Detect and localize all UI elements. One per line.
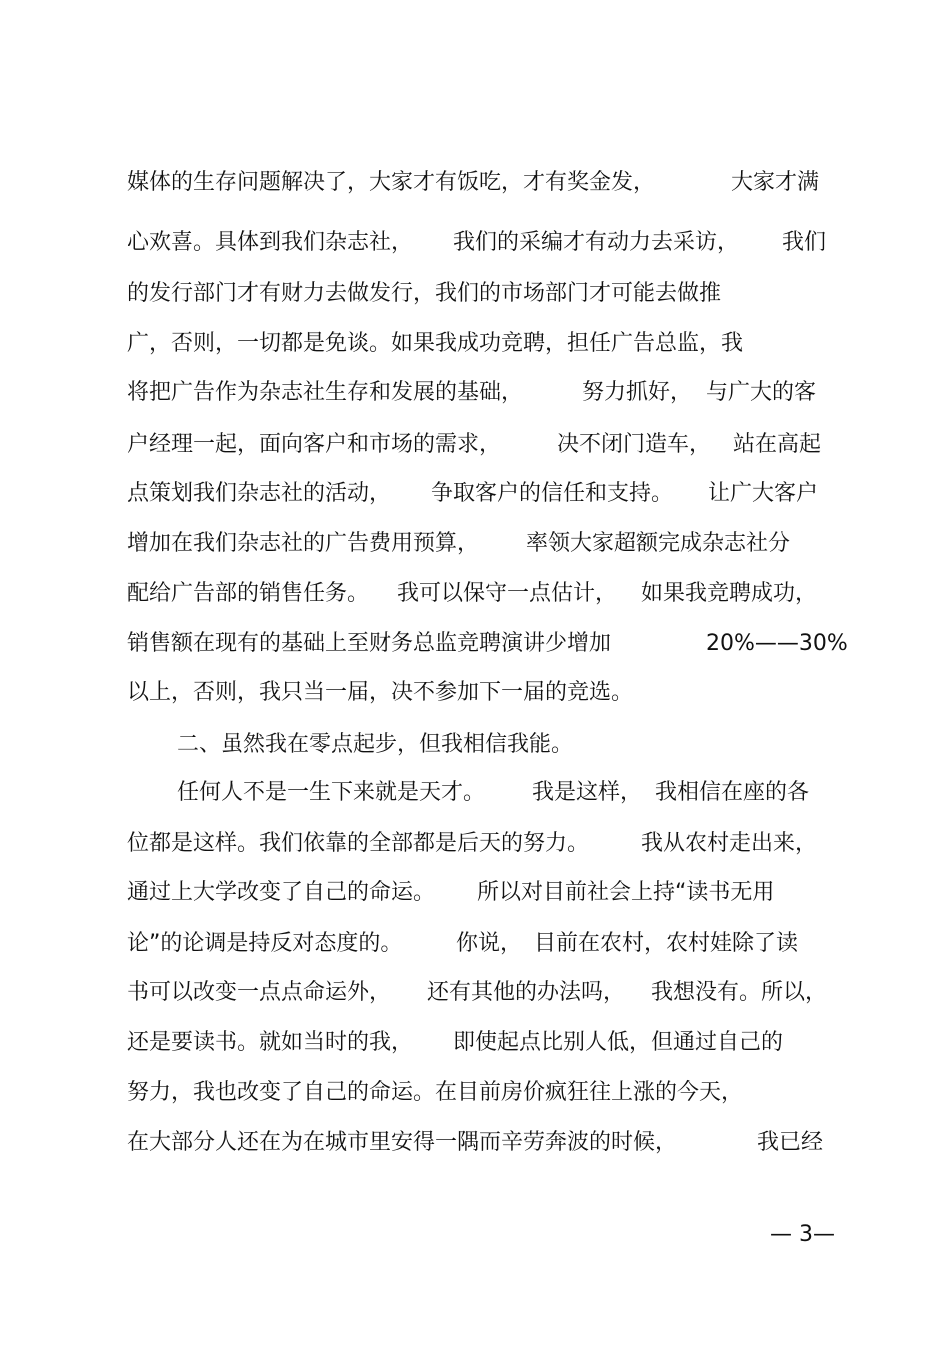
text-segment: 我可以保守一点估计， (397, 581, 618, 606)
text-segment: 户经理一起，面向客户和市场的需求， (127, 432, 502, 457)
text-line (0, 829, 950, 859)
text-segment: 我已经 (757, 1130, 824, 1155)
text-segment: 的发行部门才有财力去做发行，我们的市场部门才可能去做推 (127, 281, 722, 306)
text-segment: 通过上大学改变了自己的命运。 (127, 880, 436, 905)
text-segment: 心欢喜。具体到我们杂志社， (127, 230, 414, 255)
text-segment: 我相信在座的各 (655, 780, 810, 805)
text-segment: 我们 (782, 230, 827, 255)
text-segment: 书可以改变一点点命运外， (127, 980, 392, 1005)
text-segment: 增加在我们杂志社的广告费用预算， (127, 531, 480, 556)
text-line (0, 778, 950, 808)
text-line (0, 1128, 950, 1158)
text-segment: 还有其他的办法吗， (427, 980, 626, 1005)
page-number: — 3— (770, 1222, 835, 1247)
text-segment: 与广大的客 (706, 380, 817, 405)
text-segment: 配给广告部的销售任务。 (127, 581, 370, 606)
text-line (0, 168, 950, 198)
text-segment: 即使起点比别人低，但通过自己的 (453, 1030, 784, 1055)
text-segment: 让广大客户 (708, 481, 819, 506)
text-segment: 站在高起 (733, 432, 822, 457)
text-segment: 努力抓好， (582, 380, 693, 405)
text-segment: 位都是这样。我们依靠的全部都是后天的努力。 (127, 831, 590, 856)
text-segment: 所以对目前社会上持“读书无用 (477, 880, 775, 905)
text-line (0, 878, 950, 908)
text-line (0, 678, 950, 708)
text-line (0, 479, 950, 509)
text-segment: 任何人不是一生下来就是天才。 (177, 780, 486, 805)
text-segment: 点策划我们杂志社的活动， (127, 481, 392, 506)
text-segment: 努力，我也改变了自己的命运。在目前房价疯狂往上涨的今天， (127, 1080, 744, 1105)
text-segment: 我想没有。所以， (651, 980, 828, 1005)
text-line (0, 1028, 950, 1058)
text-segment: 广，否则，一切都是免谈。如果我成功竞聘，担任广告总监，我 (127, 331, 744, 356)
text-segment: 我们的采编才有动力去采访， (453, 230, 740, 255)
text-line (0, 529, 950, 559)
text-segment: 大家才满 (731, 170, 820, 195)
text-line (0, 978, 950, 1008)
text-line (0, 378, 950, 408)
text-line (0, 929, 950, 959)
text-line (0, 1078, 950, 1108)
text-line (0, 329, 950, 359)
text-segment: 如果我竞聘成功， (641, 581, 818, 606)
text-segment: 在大部分人还在为在城市里安得一隅而辛劳奔波的时候， (127, 1130, 678, 1155)
text-line (0, 579, 950, 609)
text-line (0, 730, 950, 760)
text-line (0, 430, 950, 460)
text-segment: 争取客户的信任和支持。 (431, 481, 674, 506)
text-line (0, 629, 950, 659)
text-segment: 以上，否则，我只当一届，决不参加下一届的竞选。 (127, 680, 634, 705)
text-segment: 你说， (456, 931, 523, 956)
text-segment: 还是要读书。就如当时的我， (127, 1030, 414, 1055)
text-segment: 将把广告作为杂志社生存和发展的基础， (127, 380, 524, 405)
text-segment: 率领大家超额完成杂志社分 (526, 531, 791, 556)
text-segment: 决不闭门造车， (557, 432, 712, 457)
text-segment: 目前在农村，农村娃除了读 (534, 931, 799, 956)
text-segment: 媒体的生存问题解决了，大家才有饭吃，才有奖金发， (127, 170, 656, 195)
text-segment: 20%——30% (706, 631, 848, 656)
text-segment: 二、虽然我在零点起步，但我相信我能。 (177, 732, 574, 757)
text-segment: 我是这样， (532, 780, 643, 805)
text-segment: 销售额在现有的基础上至财务总监竞聘演讲少增加 (127, 631, 612, 656)
text-line (0, 279, 950, 309)
text-segment: 论”的论调是持反对态度的。 (127, 931, 403, 956)
text-line (0, 228, 950, 258)
text-segment: 我从农村走出来， (641, 831, 818, 856)
